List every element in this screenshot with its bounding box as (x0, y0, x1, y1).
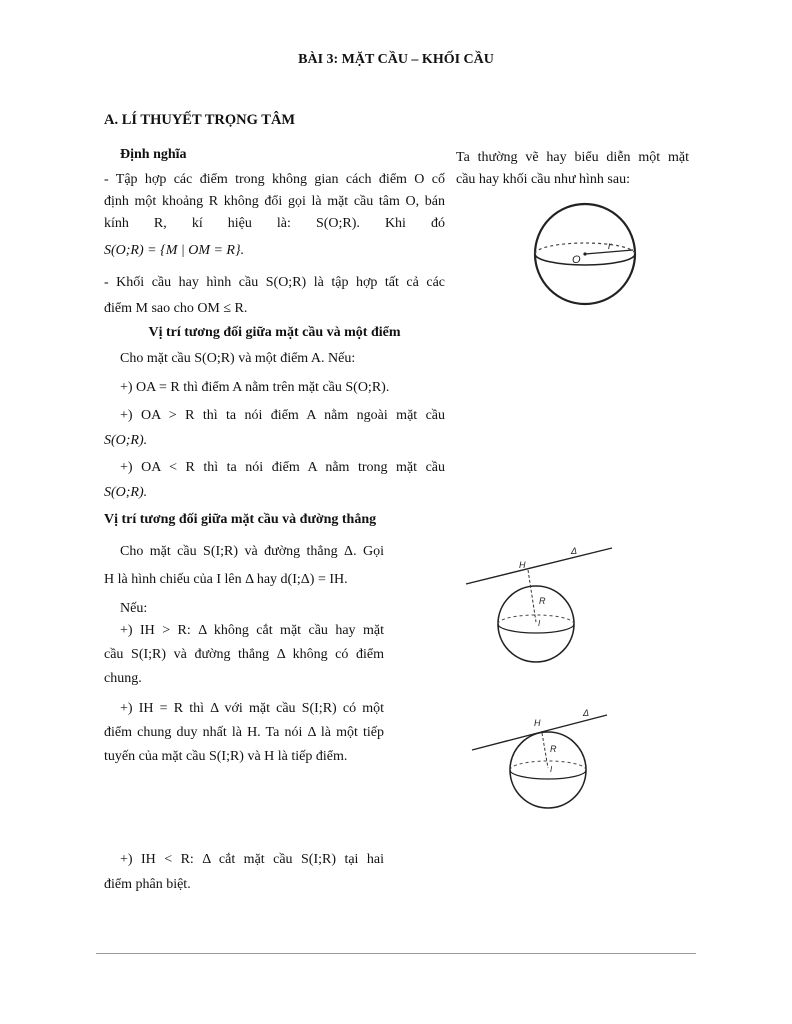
ball-line-2: điểm M sao cho OM ≤ R. (104, 301, 248, 316)
radius-label: R (550, 744, 557, 754)
center-label: I (550, 765, 553, 774)
equator-front (498, 624, 574, 633)
equator-back (510, 761, 586, 770)
tangent-figure (462, 700, 632, 825)
footer-rule (96, 953, 696, 954)
sphere-equator-front (535, 254, 635, 265)
ih-segment (528, 570, 536, 622)
point-line-3: +) OA > R thì ta nói điểm A nằm ngoài mặt cầu (120, 408, 445, 423)
section-a-heading: A. LÍ THUYẾT TRỌNG TÂM (104, 112, 296, 128)
line-line-5: cầu S(I;R) và đường thẳng Δ không có điểm (104, 647, 384, 662)
sphere-figure (530, 200, 640, 308)
line-delta-label: Δ (571, 546, 578, 556)
point-line-5: +) OA < R thì ta nói điểm A nằm trong mặt cầu (120, 460, 445, 475)
right-text-line-2: cầu hay khối cầu như hình sau: (456, 172, 630, 187)
equator-front (510, 770, 586, 779)
center-label: I (538, 619, 541, 628)
definition-line-3: kính R, kí hiệu là: S(O;R). Khi đó (104, 216, 445, 231)
line-line-4: +) IH > R: Δ không cắt mặt cầu hay mặt (120, 623, 384, 638)
sphere-outline (510, 732, 586, 808)
definition-line-1: - Tập hợp các điểm trong không gian cách điểm O cố (104, 172, 445, 187)
radius-label: R (539, 596, 546, 606)
line-line-7: +) IH = R thì Δ với mặt cầu S(I;R) có một (120, 701, 384, 716)
ball-line-1: - Khối cầu hay hình cầu S(O;R) là tập hợp tất cả các (104, 275, 445, 290)
point-position-heading: Vị trí tương đối giữa mặt cầu và một điểm (148, 325, 401, 340)
line-line-8: điểm chung duy nhất là H. Ta nói Δ là một tiếp (104, 725, 384, 740)
right-text-line-1: Ta thường vẽ hay biểu diễn một mặt (456, 150, 689, 165)
point-line-2: +) OA = R thì điểm A nằm trên mặt cầu S(O;R). (120, 380, 390, 395)
sphere-equator-back (535, 243, 635, 254)
point-line-1: Cho mặt cầu S(O;R) và một điểm A. Nếu: (120, 351, 356, 366)
non-intersecting-figure (462, 540, 622, 670)
definition-heading: Định nghĩa (120, 147, 187, 162)
sphere-radius-label: r (608, 241, 612, 252)
line-line-9: tuyến của mặt cầu S(I;R) và H là tiếp điểm. (104, 749, 348, 764)
line-line-10: +) IH < R: Δ cắt mặt cầu S(I;R) tại hai (120, 852, 384, 867)
page-title: BÀI 3: MẶT CẦU – KHỐI CẦU (298, 52, 494, 67)
line-line-6: chung. (104, 671, 142, 686)
line-line-11: điểm phân biệt. (104, 877, 191, 892)
sphere-center-point (583, 252, 586, 255)
sphere-center-label: O (572, 254, 581, 266)
definition-formula: S(O;R) = {M | OM = R}. (104, 243, 245, 258)
line-delta (466, 548, 612, 584)
line-delta-label: Δ (583, 708, 590, 718)
point-line-6: S(O;R). (104, 485, 148, 500)
line-line-1: Cho mặt cầu S(I;R) và đường thẳng Δ. Gọi (120, 544, 384, 559)
foot-label: H (534, 718, 541, 728)
line-position-heading: Vị trí tương đối giữa mặt cầu và đường thẳng (104, 512, 377, 527)
definition-line-2: định một khoảng R không đổi gọi là mặt cầu tâm O, bán (104, 194, 445, 209)
point-line-4: S(O;R). (104, 433, 148, 448)
line-line-2: H là hình chiếu của I lên Δ hay d(I;Δ) = IH. (104, 572, 348, 587)
line-line-3: Nếu: (120, 601, 148, 616)
ih-segment (542, 733, 548, 768)
foot-label: H (519, 560, 526, 570)
sphere-outline (498, 586, 574, 662)
